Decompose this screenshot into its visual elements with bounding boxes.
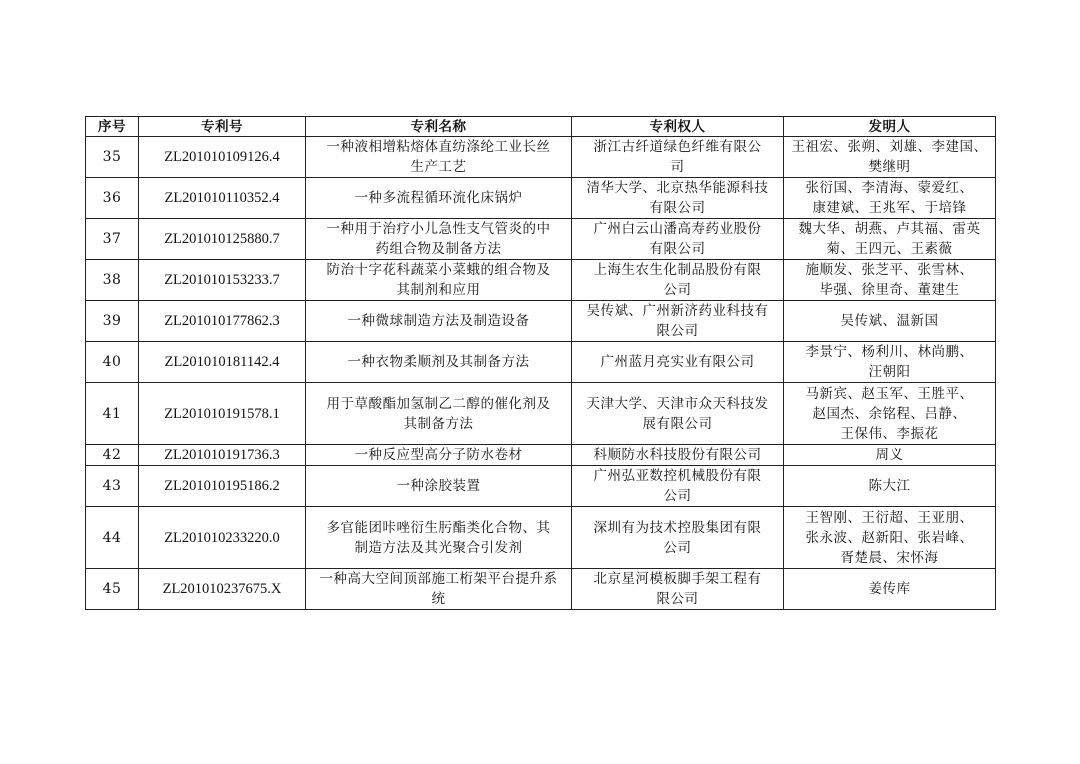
table-row [86,445,996,466]
row-patent-number: ZL201010110352.4 [139,178,306,219]
row-patent-owner-line: 广州蓝月亮实业有限公司 [600,354,755,370]
row-seq: 38 [86,260,139,301]
row-patent-name-line: 一种微球制造方法及制造设备 [347,313,530,329]
patent-table [85,116,996,610]
row-patent-owner-line: 天津大学、天津市众天科技发 [586,395,769,412]
row-inventors [784,569,996,610]
row-patent-name-line: 一种用于治疗小儿急性支气管炎的中 [326,221,551,237]
row-patent-name [306,383,572,445]
row-patent-name [306,445,572,466]
row-inventors-line: 王智刚、王衍超、王亚朋、 [805,509,974,526]
row-patent-number: ZL201010181142.4 [139,342,306,383]
row-inventors [784,260,996,301]
row-patent-owner [572,569,784,610]
row-patent-name-line: 药组合物及制备方法 [375,241,502,257]
row-seq: 44 [86,507,139,569]
row-patent-number: ZL201010191736.3 [139,445,306,466]
row-patent-name-line: 一种反应型高分子防水卷材 [354,447,523,463]
header-patent-name: 专利名称 [306,117,572,137]
row-patent-owner [572,507,784,569]
row-patent-owner-line: 浙江古纤道绿色纤维有限公 [593,139,762,155]
row-patent-owner [572,383,784,445]
row-inventors-line: 周义 [875,447,904,463]
table-row [86,301,996,342]
row-patent-number: ZL201010153233.7 [139,260,306,301]
row-seq: 36 [86,178,139,219]
row-patent-owner [572,445,784,466]
row-inventors-line: 姜传库 [868,581,911,597]
row-patent-owner-line: 限公司 [656,323,699,339]
row-patent-owner [572,137,784,178]
row-patent-name-line: 一种液相增粘熔体直纺涤纶工业长丝 [326,139,551,155]
row-patent-name [306,178,572,219]
row-seq: 40 [86,342,139,383]
row-patent-name [306,137,572,178]
row-patent-name-line: 其制备方法 [403,415,474,432]
row-patent-number: ZL201010237675.X [139,569,306,610]
row-inventors-line: 康建斌、王兆军、于培锋 [812,200,967,216]
row-patent-owner-line: 展有限公司 [642,415,713,432]
row-patent-owner-line: 广州弘亚数控机械股份有限 [593,468,762,484]
table-body [86,137,996,610]
table-row [86,342,996,383]
row-patent-name [306,507,572,569]
row-patent-number: ZL201010191578.1 [139,383,306,445]
row-patent-name [306,466,572,507]
row-patent-owner [572,342,784,383]
row-patent-name [306,301,572,342]
row-patent-number: ZL201010233220.0 [139,507,306,569]
row-patent-name-line: 一种衣物柔顺剂及其制备方法 [347,354,530,370]
header-seq: 序号 [86,117,139,137]
row-inventors [784,342,996,383]
row-patent-owner-line: 上海生农生化制品股份有限 [593,262,762,278]
row-inventors-line: 施顺发、张芝平、张雪林、 [805,262,974,278]
row-inventors-line: 魏大华、胡燕、卢其福、雷英 [798,221,981,237]
row-inventors-line: 赵国杰、余铭程、吕静、 [812,405,967,422]
row-inventors-line: 张永波、赵新阳、张岩峰、 [805,529,974,546]
row-seq: 45 [86,569,139,610]
table-row [86,507,996,569]
row-patent-owner-line: 公司 [663,282,692,298]
row-patent-number: ZL201010195186.2 [139,466,306,507]
row-patent-owner-line: 吴传斌、广州新济药业科技有 [586,303,769,319]
row-patent-name [306,569,572,610]
row-inventors-line: 王保伟、李振花 [840,425,939,442]
row-inventors [784,219,996,260]
row-inventors-line: 王祖宏、张朔、刘雄、李建国、 [791,139,988,155]
row-patent-owner [572,301,784,342]
row-inventors-line: 张衍国、李清海、蒙爱红、 [805,180,974,196]
row-inventors-line: 马新宾、赵玉军、王胜平、 [805,385,974,402]
row-patent-name [306,219,572,260]
table-row [86,569,996,610]
table-row [86,137,996,178]
row-patent-owner-line: 科顺防水科技股份有限公司 [593,447,762,463]
row-inventors [784,137,996,178]
row-patent-owner-line: 有限公司 [649,200,706,216]
row-inventors-line: 菊、王四元、王素薇 [826,241,953,257]
table-row [86,383,996,445]
row-seq: 39 [86,301,139,342]
row-patent-owner-line: 广州白云山潘高寿药业股份 [593,221,762,237]
row-patent-name [306,342,572,383]
row-inventors-line: 汪朝阳 [868,364,911,380]
row-patent-name-line: 一种涂胶装置 [396,478,481,494]
table-row [86,466,996,507]
row-patent-name-line: 一种多流程循环流化床锅炉 [354,190,523,206]
row-patent-owner-line: 北京星河模板脚手架工程有 [593,571,762,587]
row-seq: 37 [86,219,139,260]
row-inventors-line: 李景宁、杨利川、林尚鹏、 [805,344,974,360]
table-row [86,219,996,260]
row-patent-name-line: 用于草酸酯加氢制乙二醇的催化剂及 [326,395,551,412]
row-patent-owner-line: 司 [670,159,685,175]
row-patent-name-line: 生产工艺 [410,159,467,175]
row-inventors [784,178,996,219]
row-patent-owner-line: 公司 [663,488,692,504]
row-patent-name-line: 统 [431,591,446,607]
row-patent-name [306,260,572,301]
row-patent-owner [572,178,784,219]
row-patent-owner [572,260,784,301]
row-inventors-line: 胥楚晨、宋怀海 [840,549,939,566]
row-patent-name-line: 其制剂和应用 [396,282,481,298]
row-patent-name-line: 防治十字花科蔬菜小菜蛾的组合物及 [326,262,551,278]
row-inventors [784,301,996,342]
row-seq: 35 [86,137,139,178]
row-patent-name-line: 一种高大空间顶部施工桁架平台提升系 [319,571,558,587]
row-patent-name-line: 制造方法及其光聚合引发剂 [354,539,523,556]
row-inventors [784,507,996,569]
row-inventors-line: 樊继明 [868,159,911,175]
row-seq: 41 [86,383,139,445]
row-patent-number: ZL201010125880.7 [139,219,306,260]
header-row [86,117,996,137]
table-row [86,260,996,301]
header-patent-owner: 专利权人 [572,117,784,137]
header-inventors: 发明人 [784,117,996,137]
row-seq: 43 [86,466,139,507]
row-patent-owner-line: 公司 [663,539,692,556]
header-patent-number: 专利号 [139,117,306,137]
row-patent-number: ZL201010109126.4 [139,137,306,178]
row-patent-owner-line: 限公司 [656,591,699,607]
row-patent-owner [572,219,784,260]
row-inventors-line: 毕强、徐里奇、董建生 [819,282,960,298]
row-inventors [784,445,996,466]
row-patent-owner-line: 有限公司 [649,241,706,257]
row-inventors [784,466,996,507]
row-patent-owner-line: 清华大学、北京热华能源科技 [586,180,769,196]
row-inventors-line: 陈大江 [868,478,911,494]
row-patent-owner [572,466,784,507]
row-patent-owner-line: 深圳有为技术控股集团有限 [593,519,762,536]
row-inventors [784,383,996,445]
row-patent-name-line: 多官能团咔唑衍生肟酯类化合物、其 [326,519,551,536]
row-seq: 42 [86,445,139,466]
row-inventors-line: 吴传斌、温新国 [840,313,939,329]
row-patent-number: ZL201010177862.3 [139,301,306,342]
table-row [86,178,996,219]
